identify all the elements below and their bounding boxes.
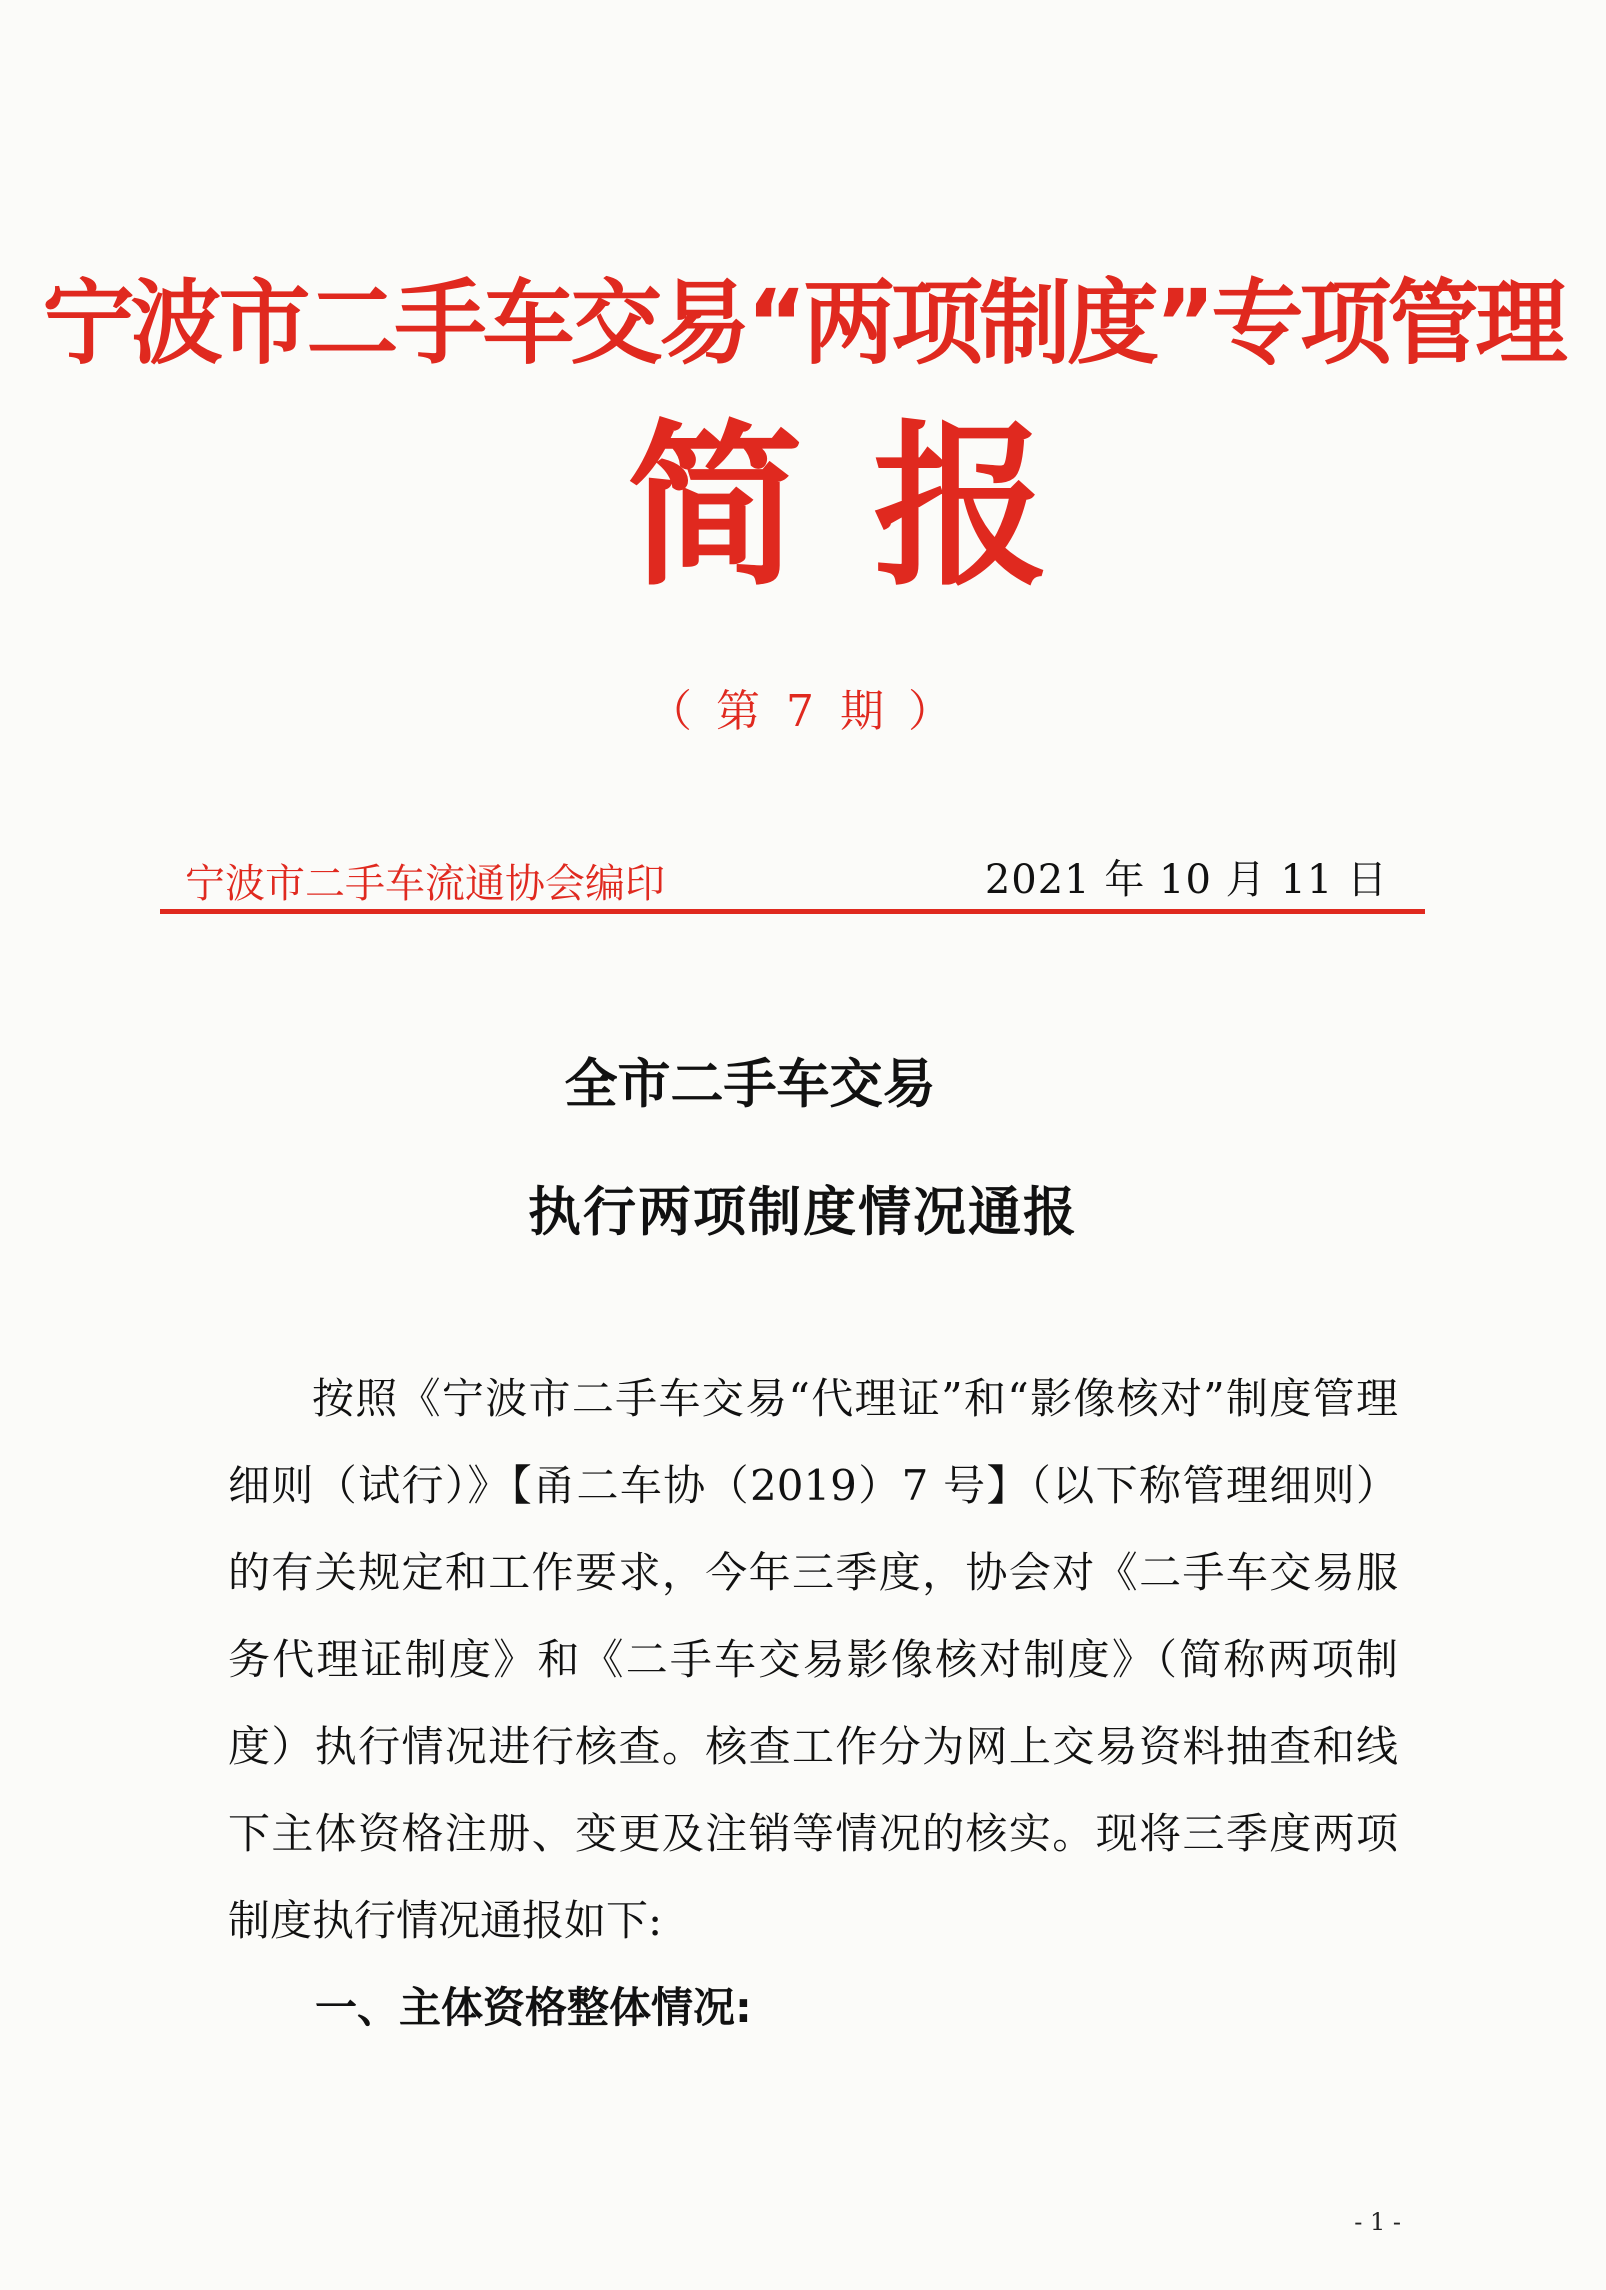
red-divider: [160, 909, 1425, 914]
issue-close-paren: ）: [907, 686, 958, 737]
publisher: 宁波市二手车流通协会编印: [185, 861, 665, 907]
publish-date: 2021 年 10 月 11 日: [984, 857, 1388, 903]
document-title-line2: 执行两项制度情况通报: [528, 1181, 1078, 1243]
document-title-line1: 全市二手车交易: [564, 1053, 936, 1115]
masthead-title: 宁波市二手车交易“两项制度”专项管理: [42, 270, 1564, 377]
page-number: - 1 -: [1354, 2208, 1401, 2236]
body-paragraph: 按照《宁波市二手车交易“代理证”和“影像核对”制度管理细则（试行）》【甬二车协（2019）7 号】（以下称管理细则）的有关规定和工作要求，今年三季度，协会对《二手车交易服务代理证制度》和《二手车交易影像核对制度》（简称两项制度）执行情况进行核查。核查工作分为网上交易资料抽查和线下主体资格注册、变更及注销等情况的核实。现将三季度两项制度执行情况通报如下:: [228, 1374, 1398, 1945]
issue-open-paren: （: [648, 686, 699, 737]
masthead-subtitle: 简报: [626, 405, 1119, 610]
issue-number: [0, 675, 1606, 739]
issue-label: 第 7 期: [716, 686, 890, 737]
section-heading: 一、主体资格整体情况:: [315, 1983, 752, 2032]
